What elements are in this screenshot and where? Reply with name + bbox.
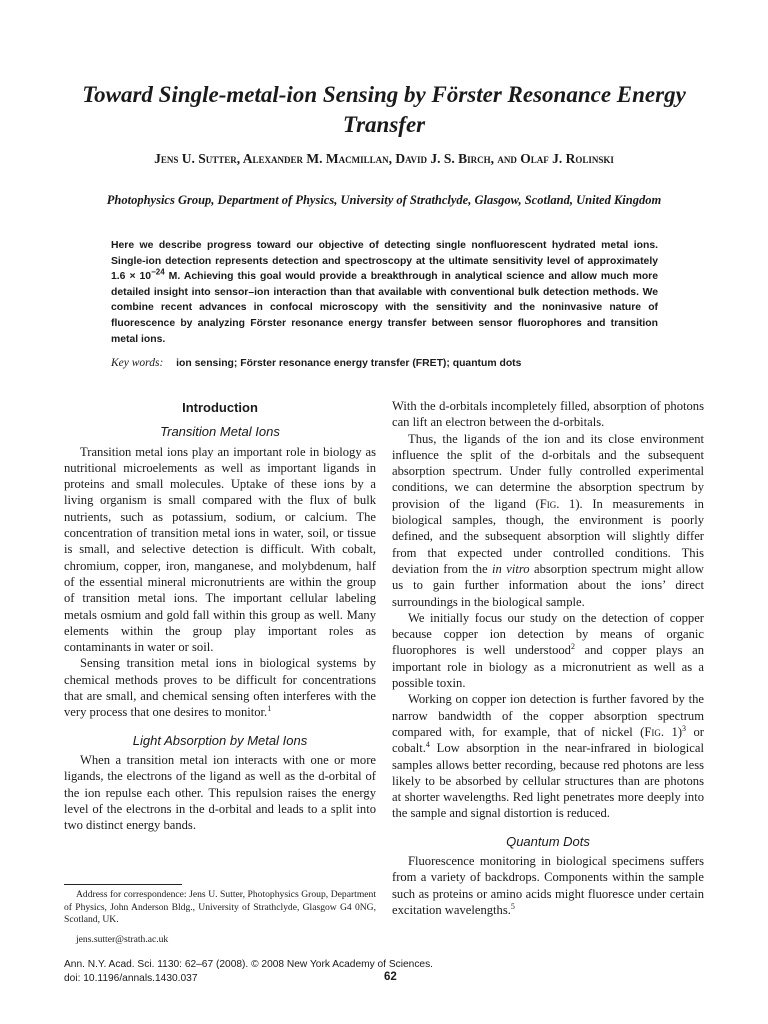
paragraph-text: We initially focus our study on the detection of copper because copper ion detection by means of organic fluorophores is well understood: [392, 610, 704, 658]
paragraph: [64, 655, 376, 720]
paragraph-text: Thus, the ligands of the ion and its close environment influence the split of the d-orbitals and the subsequent absorption spectrum. Under fully controlled experimental conditions, we can determine the absorption spectrum by provision of the ligand (: [392, 431, 704, 511]
affiliation: Photophysics Group, Department of Physics, University of Strathclyde, Glasgow, Scotland, United Kingdom: [106, 193, 662, 207]
subsection-heading-transition-metal-ions: Transition Metal Ions: [160, 424, 280, 440]
keywords: [111, 356, 658, 371]
right-column: [392, 398, 704, 954]
keywords-label: Key words:: [111, 357, 164, 369]
paragraph: When a transition metal ion interacts with one or more ligands, the electrons of the ligand as well as the d-orbital of the ion repulse each other. This repulsion raises the energy level of the electrons in the d-orbital and leads to a split into two distinct energy bands.: [64, 752, 376, 833]
reference-marker[interactable]: 1: [267, 704, 272, 714]
subsection-heading-light-absorption: Light Absorption by Metal Ions: [132, 732, 308, 748]
figure-reference[interactable]: Fig. 1: [644, 724, 678, 739]
paragraph: [392, 691, 704, 821]
abstract-exponent: −24: [151, 267, 165, 277]
paragraph-text: ). In measurements in biological samples, though, the environment is poorly defined, and the subsequent absorption will slightly differ from that expected under controlled conditions. This deviation from the: [392, 496, 704, 576]
citation-block: [64, 958, 664, 986]
reference-marker[interactable]: 2: [570, 642, 575, 652]
abstract-text-start: Here we describe progress toward our objective of detecting single nonfluorescent hydrated metal ions. Single-ion detection represents detection and spectroscopy at the ultimate sensitivity level of approximately 1.6 × 10: [111, 240, 658, 283]
reference-marker[interactable]: 3: [682, 723, 687, 733]
paragraph: [392, 853, 704, 918]
paragraph-text: absorption spectrum might allow us to gain further information about the ions’ direct surroundings in the biological sample.: [392, 561, 704, 609]
correspondence-footnote: Address for correspondence: Jens U. Sutter, Photophysics Group, Department of Physics, John Anderson Bldg., University of Strathclyde, Glasgow G4 0NG, Scotland, UK.: [64, 889, 376, 925]
paper-title: Toward Single-metal-ion Sensing by Förster Resonance Energy Transfer: [82, 82, 686, 137]
abstract-text-end: M. Achieving this goal would provide a breakthrough in analytical science and allow much more detailed insight into sensor–ion interaction than that available with conventional bulk detection methods. We combine recent advances in confocal microscopy with the sensitivity and the noninvasive nature of fluorescence by analyzing Förster resonance energy transfer between sensor fluorophores and transition metal ions.: [111, 271, 659, 345]
paragraph-text: Fluorescence monitoring in biological specimens suffers from a variety of backdrops. Components within the sample such as proteins or amino acids might fluoresce under certain excitation wavelengths.: [392, 854, 704, 917]
correspondence-email[interactable]: jens.sutter@strath.ac.uk: [76, 934, 169, 945]
left-column: [64, 398, 376, 868]
paragraph-text: Low absorption in the near-infrared in biological samples allows better recording, because red photons are less likely to be absorbed by cellular structures than are photons at shorter wavelengths. Red light penetrates more deeply into the sample and signal distortion is reduced.: [392, 741, 704, 821]
page-number: 62: [384, 971, 397, 983]
reference-marker[interactable]: 5: [510, 901, 515, 911]
reference-marker[interactable]: 4: [425, 740, 430, 750]
paragraph-text: ): [677, 724, 683, 739]
abstract: [111, 238, 658, 347]
italic-text: in vitro: [492, 561, 530, 576]
paragraph-text: Sensing transition metal ions in biological systems by chemical methods proves to be difficult for concentrations that are small, and chemical sensing often interferes with the very process that one desires to monitor.: [64, 656, 376, 720]
paragraph-text: or cobalt.: [392, 724, 705, 756]
figure-reference[interactable]: Fig. 1: [539, 496, 576, 511]
doi-line[interactable]: doi: 10.1196/annals.1430.037: [64, 973, 198, 984]
paragraph: Transition metal ions play an important role in biology as nutritional microelements as well as important ligands in proteins and small molecules. Uptake of these ions by a living organism is small compared with the flux of bulk nutrients, such as potassium, sodium, or calcium. The concentration of transition metal ions in water, soil, or tissue is small, and selective detection is difficult. With cobalt, chromium, copper, iron, manganese, and molybdenum, half of the essential mineral micronutrients are within the group of transition metal ions. The important cellular labeling metals osmium and gold fall within this group as well. Many elements within the group play important roles as contaminants in water or soil.: [64, 444, 376, 655]
footnote-rule: [64, 884, 182, 885]
paragraph-text: and copper plays an important role in biology as a micronutrient as well as a possible toxin.: [392, 643, 704, 691]
paragraph: [392, 610, 704, 691]
keywords-text: ion sensing; Förster resonance energy transfer (FRET); quantum dots: [176, 358, 522, 369]
paragraph-text: Working on copper ion detection is further favored by the narrow bandwidth of the copper absorption spectrum compared with, for example, that of nickel (: [392, 692, 704, 739]
subsection-heading-quantum-dots: Quantum Dots: [506, 833, 590, 849]
author-list: Jens U. Sutter, Alexander M. Macmillan, David J. S. Birch, and Olaf J. Rolinski: [154, 151, 614, 166]
paragraph: With the d-orbitals incompletely filled, absorption of photons can lift an electron between the d-orbitals.: [392, 399, 704, 430]
paragraph: [392, 431, 704, 610]
citation-line: Ann. N.Y. Acad. Sci. 1130: 62–67 (2008). © 2008 New York Academy of Sciences.: [64, 959, 434, 970]
section-heading-introduction: Introduction: [182, 400, 258, 415]
